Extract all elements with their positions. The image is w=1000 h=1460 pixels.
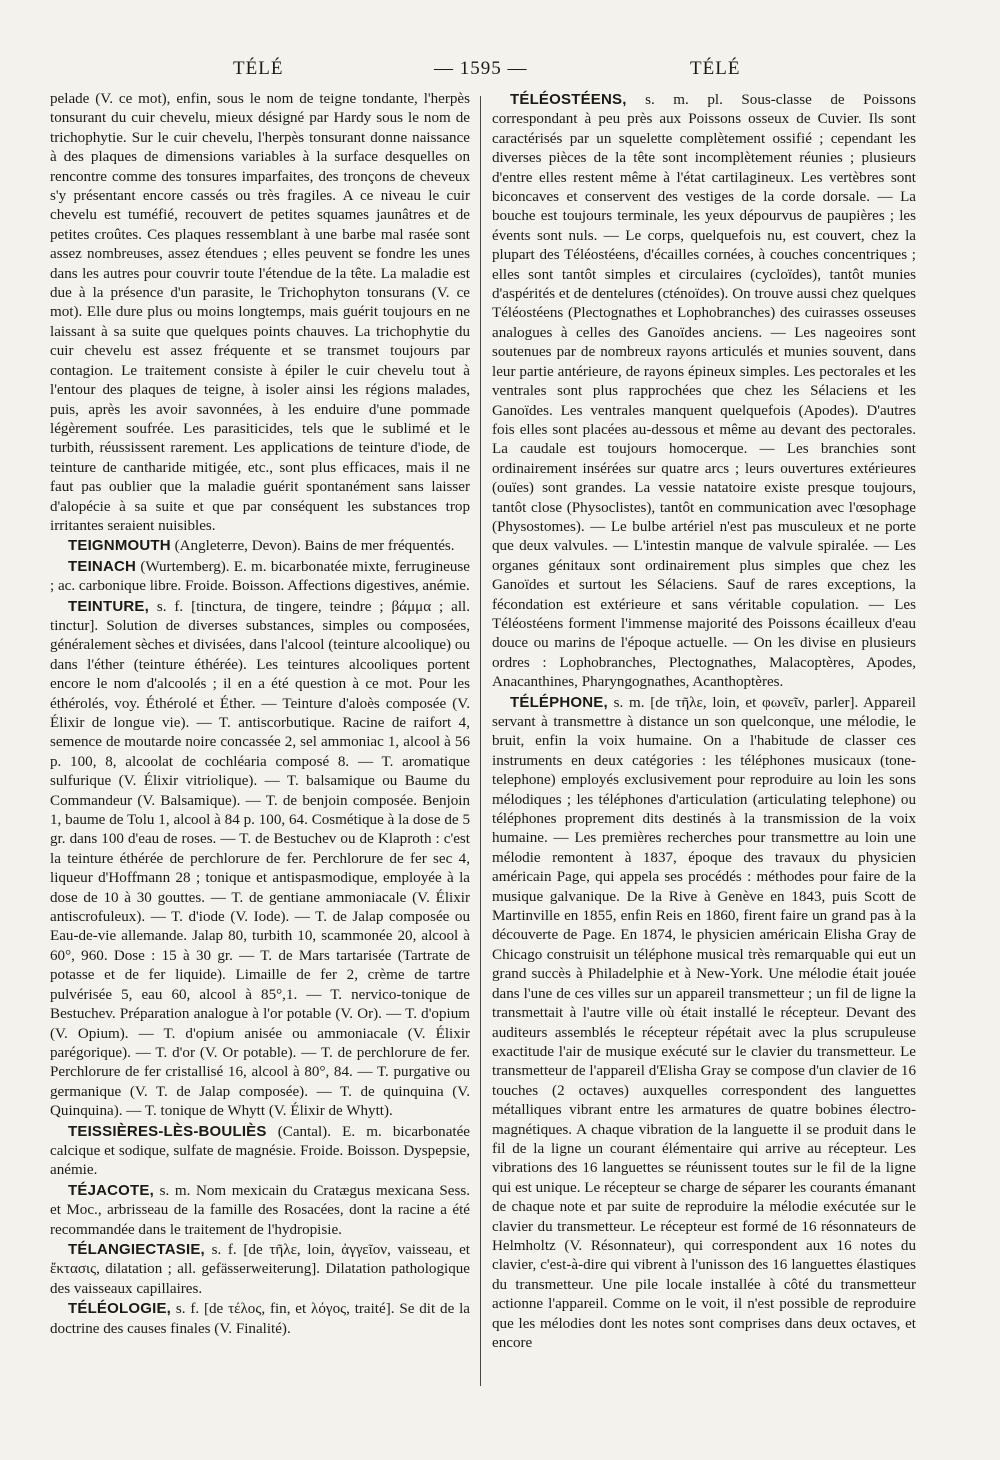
entry-tejacote [50,1181,470,1240]
entry-teleologie [50,1299,470,1339]
entry-teleosteens [492,90,916,693]
entry-text: s. f. [tinctura, de tingere, teindre ; βάμμα ; all. tinctur]. Solution de diverses substances, simples ou composées, généralement sèches et divisées, dans l'alcool (teinture alcoolique) ou dans l'éther (teinture éthérée). Les teintures alcooliques portent encore le nom d'alcoolés ; il en a été question à ce mot. Pour les éthérolés, voy. Éthérolé et Éther. — Teinture d'aloès composée (V. Élixir de longue vie). — T. antiscorbutique. Racine de raifort 4, semence de moutarde noire concassée 2, sel ammoniac 1, alcool à 56 p. 100, 8, alcoolat de cochléaria composé 8. — T. aromatique sulfurique (V. Élixir vitriolique). — T. balsamique ou Baume du Commandeur (V. Balsamique). — T. de benjoin composée. Benjoin 1, baume de Tolu 1, alcool à 84 p. 100, 64. Cosmétique à la dose de 5 gr. dans 100 d'eau de roses. — T. de Bestuchev ou de Klaproth : c'est la teinture éthérée de perchlorure de fer. Perchlorure de fer sec 4, liqueur d'Hoffmann 28 ; tonique et antispasmodique, employée à la dose de 10 à 30 gouttes. — T. de gentiane ammoniacale (V. Élixir antiscrofuleux). — T. d'iode (V. Iode). — T. de Jalap composée ou Eau-de-vie allemande. Jalap 80, turbith 10, scammonée 20, alcool à 60°, 960. Dose : 15 à 30 gr. — T. de Mars tartarisée (Tartrate de potasse et de fer liquide). Limaille de fer 2, crème de tartre pulvérisée 5, eau 60, alcool à 85°,1. — T. nervico-tonique de Bestuchev. Préparation analogue à l'or potable (V. Or). — T. d'opium (V. Opium). — T. d'opium anisée ou ammoniacale (V. Élixir parégorique). — T. d'or (V. Or potable). — T. de perchlorure de fer. Perchlorure de fer cristallisé 16, alcool à 80°, 84. — T. purgative ou germanique (V. T. de Jalap composée). — T. de quinquina (V. Quinquina). — T. tonique de Whytt (V. Élixir de Whytt). [50,598,470,1120]
entry-telangiectasie [50,1240,470,1299]
entry-headword: TÉJACOTE, [68,1181,154,1199]
entry-telephone [492,693,916,1354]
entry-headword: TEISSIÈRES-LÈS-BOULIÈS [68,1122,267,1140]
page-header [50,58,950,90]
page-number: — 1595 — [434,58,528,79]
entry-headword: TÉLANGIECTASIE, [68,1240,205,1258]
entry-headword: TEIGNMOUTH [68,537,171,555]
entry-text: (Angleterre, Devon). Bains de mer fréquentés. [170,538,455,555]
right-column [492,90,916,1390]
entry-headword: TÉLÉPHONE, [510,693,608,711]
entry-text: (Wurtemberg). E. m. bicarbonatée mixte, ferrugineuse ; ac. carbonique libre. Froide. Boisson. Affections digestives, anémie. [50,558,470,595]
entry-teinach [50,557,470,597]
entry-continuation [50,90,470,536]
entry-text: s. m. Nom mexicain du Cratægus mexicana Sess. et Moc., arbrisseau de la famille des Rosacées, dont la racine a été recommandée dans le traitement de l'hydropisie. [50,1182,470,1238]
entry-teissieres [50,1122,470,1181]
running-head-left: TÉLÉ [233,58,284,79]
entry-text: s. m. pl. Sous-classe de Poissons correspondant à peu près aux Poissons osseux de Cuvier. Ils sont caractérisés par un squelette complètement ossifié ; cependant les diverses pièces de la tête sont incomplètement réunies ; plusieurs d'entre elles restent même à l'état cartilagineux. Les vertèbres sont biconcaves et conservent des vestiges de la corde dorsale. — La bouche est toujours terminale, les yeux dépourvus de paupières ; les évents sont nuls. — Le corps, quelquefois nu, est couvert, chez la plupart des Téléostéens, d'écailles cornées, à couches concentriques ; elles sont tantôt simples et circulaires (cycloïdes), tantôt munies d'aspérités et de dentelures (cténoïdes). On trouve aussi chez quelques Téléostéens (Plectognathes et Lophobranches) des cuirasses osseuses analogues à celles des Ganoïdes anciens. — Les nageoires sont soutenues par de nombreux rayons articulés et munies souvent, dans leur partie antérieure, de rayons épineux simples. Les pectorales et les ventrales sont plus rapprochées que chez les Sélaciens et les Ganoïdes. Les ventrales manquent quelquefois (Apodes). D'autres fois elles sont placées au-dessous et même au devant des pectorales. La caudale est toujours homocerque. — Les branchies sont ordinairement insérées sur quatre arcs ; leurs ouvertures extérieures (ouïes) sont grandes. La vessie natatoire existe presque toujours, tantôt close (Physoclistes), tantôt en communication avec l'œsophage (Physostomes). — Le bulbe artériel n'est pas musculeux et ne porte que deux valvules. — L'intestin manque de valvule spiralée. — Les organes génitaux sont ordinairement plus simples que chez les Ganoïdes et surtout les Sélaciens. Sauf de rares exceptions, la fécondation est extérieure et sans véritable copulation. — Les Téléostéens forment l'immense majorité des Poissons écailleux d'eau douce ou marins de l'époque actuelle. — On les divise en plusieurs ordres : Lophobranches, Plectognathes, Malacoptères, Apodes, Anacanthines, Pharyngognathes, Acanthoptères. [492,92,916,691]
entry-headword: TEINTURE, [68,597,149,615]
entry-text: pelade (V. ce mot), enfin, sous le nom de teigne tondante, l'herpès tonsurant du cuir chevelu, mieux désigné par Hardy sous le nom de trichophytie. Sur le cuir chevelu, l'herpès tonsurant donne naissance à des plaques de dimensions variables à la surface desquelles on rencontre comme des tonsures imparfaites, des tronçons de cheveux s'y présentant encore cassés ou très fragiles. A ce niveau le cuir chevelu est tuméfié, recouvert de petites squames jaunâtres et de petites croûtes. Ces plaques ressemblant à une barbe mal rasée sont assez nombreuses, assez étendues ; elles peuvent se fondre les unes dans les autres pour couvrir toute l'étendue de la tête. La maladie est due à la présence d'un parasite, le Trichophyton tonsurans (V. ce mot). Elle dure plus ou moins longtemps, mais guérit toujours en ne laissant à sa suite que quelques points chauves. La trichophytie du cuir chevelu est assez fréquente et se transmet toujours par contagion. Le traitement consiste à épiler le cuir chevelu tout à l'entour des plaques de teigne, à isoler ainsi les régions malades, puis, après les avoir savonnées, à les enduire d'une pommade légèrement soufrée. Les parasiticides, tels que le sublimé et le turbith, réussissent rarement. Les applications de teinture d'iode, de teinture de cantharide mitigée, etc., sont plus efficaces, mais il ne faut pas oublier que la maladie guérit spontanément sans laisser d'alopécie à sa suite et que par conséquent les substances trop irritantes seraient nuisibles. [50,91,470,534]
entry-headword: TÉLÉOLOGIE, [68,1300,172,1318]
entry-teinture [50,597,470,1122]
left-column [50,90,470,1390]
running-head-right: TÉLÉ [690,58,741,79]
entry-teignmouth [50,536,470,556]
entry-headword: TÉLÉOSTÉENS, [510,91,627,108]
entry-text: s. f. [de τῆλε, loin, ἀγγεῖον, vaisseau, et ἔκτασις, dilatation ; all. gefässerweiterung]. Dilatation pathologique des vaisseaux capillaires. [50,1241,470,1297]
column-divider [480,96,481,1386]
entry-headword: TEINACH [68,557,137,575]
entry-text: s. m. [de τῆλε, loin, et φωνεῖν, parler]. Appareil servant à transmettre à distance un son quelconque, une mélodie, le bruit, enfin la voix humaine. On a l'habitude de classer ces instruments en deux catégories : les téléphones musicaux (tone-telephone) employés exclusivement pour reproduire au loin les sons mélodiques ; les téléphones d'articulation (articulating telephone) ou téléphones proprement dits destinés à la transmission de la voix humaine. — Les premières recherches pour transmettre au loin une mélodie remontent à 1837, époque des travaux du physicien américain Page, qui appela ses procédés : méthodes pour faire de la musique galvanique. De la Rive à Genève en 1843, puis Scott de Martinville en 1855, enfin Reis en 1860, firent faire un grand pas à la découverte de Page. En 1874, le physicien américain Elisha Gray de Chicago construisit un téléphone musical très remarquable qui eut un grand succès à Philadelphie et à New-York. Une mélodie était jouée dans l'une de ces villes sur un appareil transmetteur ; un fil de ligne la transmettait à l'autre ville où était installé le récepteur. Devant des auditeurs assemblés le récepteur répétait avec la plus scrupuleuse exactitude l'air de musique exécuté sur le clavier du transmetteur. Le transmetteur de l'appareil d'Elisha Gray se compose d'un clavier de 16 touches (2 octaves) auxquelles correspondent des languettes métalliques vibrant entre les armatures de quatre bobines électro-magnétiques. A chaque vibration de la languette il se produit dans le fil de la ligne un courant élémentaire qui arrive au récepteur. Les vibrations des 16 languettes se réunissent toutes sur le fil de la ligne qui est unique. Le récepteur se charge de séparer les courants émanant de chaque note et par suite de reproduire la mélodie exécutée sur le clavier du transmetteur. Le récepteur est formé de 16 résonnateurs de Helmholtz (V. Résonnateur), qui correspondent aux 16 notes du clavier, c'est-à-dire qui vibrent à l'unisson des 16 languettes élastiques du transmetteur. Une pile locale installée à côté du transmetteur actionne l'appareil. Comme on le voit, il n'est possible de reproduire que les mélodies dont les notes sont comprises dans deux octaves, et encore [492,694,916,1351]
entry-text: (Cantal). E. m. bicarbonatée calcique et sodique, sulfate de magnésie. Froide. Boisson. Dyspepsie, anémie. [50,1123,470,1179]
entry-text: s. f. [de τέλος, fin, et λόγος, traité]. Se dit de la doctrine des causes finales (V. Finalité). [50,1301,470,1337]
